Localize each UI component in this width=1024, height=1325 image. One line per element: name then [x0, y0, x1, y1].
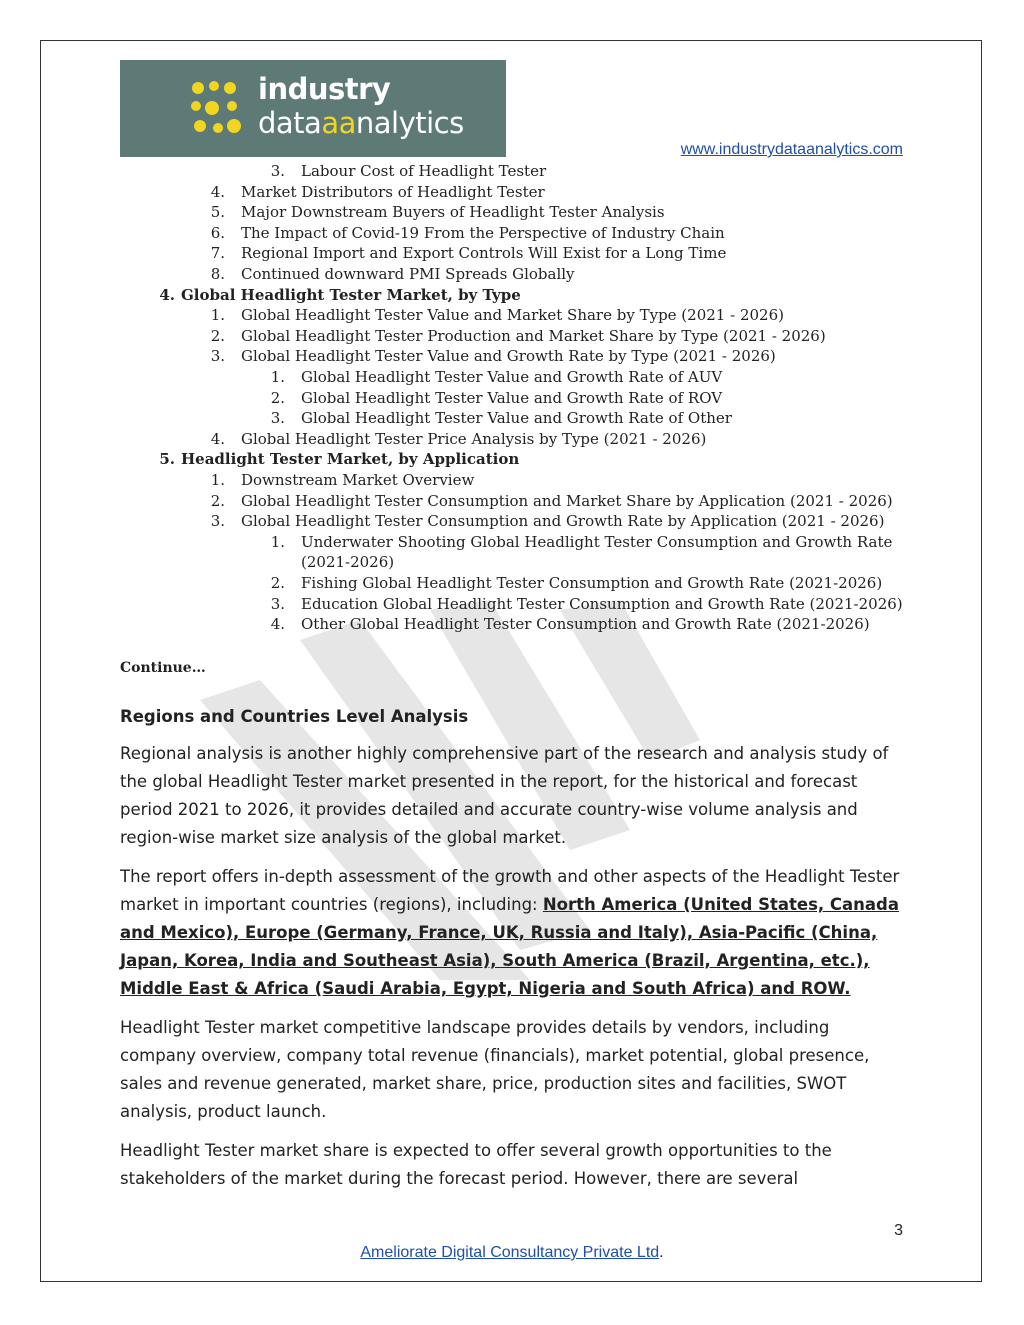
- regions-paragraph-2: The report offers in-depth assessment of the growth and other aspects of the Headlight Tester market in important countries (regions), including: North America (United States, Canada and Mexico), Europe (Germany, France, UK, Russia and Italy), Asia-Pacific (China, Japan, Korea, India and Southeast Asia), South America (Brazil, Argentina, etc.), Middle East & Africa (Saudi Arabia, Egypt, Nigeria and South Africa) and ROW.: [120, 867, 900, 998]
- toc-item-number: 2.: [210, 491, 225, 510]
- toc-item-text: Major Downstream Buyers of Headlight Tester Analysis: [241, 203, 665, 222]
- continue-label: Continue…: [120, 660, 206, 676]
- toc-item-number: 6.: [210, 223, 225, 242]
- toc-item-text: Global Headlight Tester Value and Growth Rate of Other: [301, 409, 732, 428]
- toc-item-text: Headlight Tester Market, by Application: [181, 450, 520, 469]
- toc-item-number: 5.: [210, 203, 225, 222]
- toc-item-number: 3.: [210, 347, 225, 366]
- toc-item-number: 5.: [159, 450, 175, 469]
- toc-item-text: Market Distributors of Headlight Tester: [241, 182, 545, 201]
- toc-item-text: Fishing Global Headlight Tester Consumption and Growth Rate (2021-2026): [301, 574, 883, 592]
- toc-item-number: 2.: [270, 574, 285, 592]
- toc-item-number: 4.: [159, 285, 175, 304]
- market-share-paragraph: Headlight Tester market share is expected to offer several growth opportunities to the stakeholders of the market during the forecast period. However, there are several: [120, 1141, 832, 1188]
- toc-item-number: 7.: [210, 244, 225, 263]
- toc-item-number: 3.: [270, 594, 285, 613]
- regions-heading: Regions and Countries Level Analysis: [120, 707, 469, 726]
- toc-item-text: Global Headlight Tester Value and Market Share by Type (2021 - 2026): [241, 306, 784, 325]
- toc-item-number: 1.: [270, 368, 285, 386]
- toc-item-text: (2021-2026): [301, 553, 395, 572]
- toc-item-number: 2.: [210, 326, 225, 345]
- toc-item-text: Downstream Market Overview: [241, 471, 475, 489]
- page-number: 3: [894, 1222, 903, 1239]
- toc-item-number: 8.: [210, 265, 225, 283]
- toc-item-text: Global Headlight Tester Consumption and Growth Rate by Application (2021 - 2026): [241, 512, 885, 531]
- toc-item-text: Continued downward PMI Spreads Globally: [241, 265, 575, 283]
- logo-dots-icon: [190, 80, 250, 140]
- regions-paragraph-1: Regional analysis is another highly comprehensive part of the research and analysis study of the global Headlight Tester market presented in the report, for the historical and forecast period 2021 to 2026, it provides detailed and accurate country-wise volume analysis and region-wise market size analysis of the global market.: [120, 744, 889, 847]
- logo-line-2: dataaanalytics: [258, 106, 464, 140]
- toc-item-number: 4.: [270, 615, 285, 634]
- toc-item-number: 3.: [210, 512, 225, 531]
- toc-item-text: Global Headlight Tester Value and Growth Rate of AUV: [301, 368, 723, 386]
- toc-item-number: 3.: [270, 409, 285, 428]
- toc-item-text: Global Headlight Tester Market, by Type: [181, 285, 521, 304]
- toc-item-text: Regional Import and Export Controls Will Exist for a Long Time: [241, 244, 727, 263]
- footer: Ameliorate Digital Consultancy Private Ltd.: [360, 1244, 664, 1261]
- toc-item-number: 2.: [270, 388, 285, 407]
- company-link[interactable]: Ameliorate Digital Consultancy Private Ltd: [360, 1244, 660, 1261]
- logo-line-1: industry: [258, 72, 391, 106]
- toc-item-number: 1.: [210, 471, 225, 489]
- toc-item-number: 3.: [270, 162, 285, 180]
- toc-item-number: 1.: [210, 306, 225, 325]
- toc-item-number: 4.: [210, 182, 225, 201]
- toc-item-text: Labour Cost of Headlight Tester: [301, 162, 547, 180]
- regions-list-link[interactable]: North America (United States, Canada and Mexico), Europe (Germany, France, UK, Russia and Italy), Asia-Pacific (China, Japan, Korea, India and Southeast Asia), South America (Brazil, Argentina, etc.), Middle East & Africa (Saudi Arabia, Egypt, Nigeria and South Africa) and ROW.: [120, 895, 899, 998]
- toc-item-text: Global Headlight Tester Price Analysis by Type (2021 - 2026): [241, 429, 707, 448]
- toc-item-number: 1.: [270, 532, 285, 551]
- toc-item-number: 4.: [210, 429, 225, 448]
- toc-item-text: Global Headlight Tester Value and Growth Rate by Type (2021 - 2026): [241, 347, 776, 366]
- toc-item-text: Underwater Shooting Global Headlight Tester Consumption and Growth Rate: [301, 532, 893, 551]
- toc-item-text: Global Headlight Tester Consumption and Market Share by Application (2021 - 2026): [241, 491, 893, 510]
- competitive-landscape-paragraph: Headlight Tester market competitive landscape provides details by vendors, including company overview, company total revenue (financials), market potential, global presence, sales and revenue generated, market share, price, production sites and facilities, SWOT analysis, product launch.: [120, 1018, 870, 1121]
- website-link[interactable]: www.industrydataanalytics.com: [680, 141, 903, 158]
- company-logo: [120, 60, 506, 157]
- toc-item-text: Education Global Headlight Tester Consumption and Growth Rate (2021-2026): [301, 594, 903, 613]
- toc-item-text: The Impact of Covid-19 From the Perspective of Industry Chain: [241, 223, 725, 242]
- toc-item-text: Other Global Headlight Tester Consumption and Growth Rate (2021-2026): [301, 615, 870, 634]
- toc-item-text: Global Headlight Tester Production and Market Share by Type (2021 - 2026): [241, 326, 826, 345]
- toc-item-text: Global Headlight Tester Value and Growth Rate of ROV: [301, 388, 723, 407]
